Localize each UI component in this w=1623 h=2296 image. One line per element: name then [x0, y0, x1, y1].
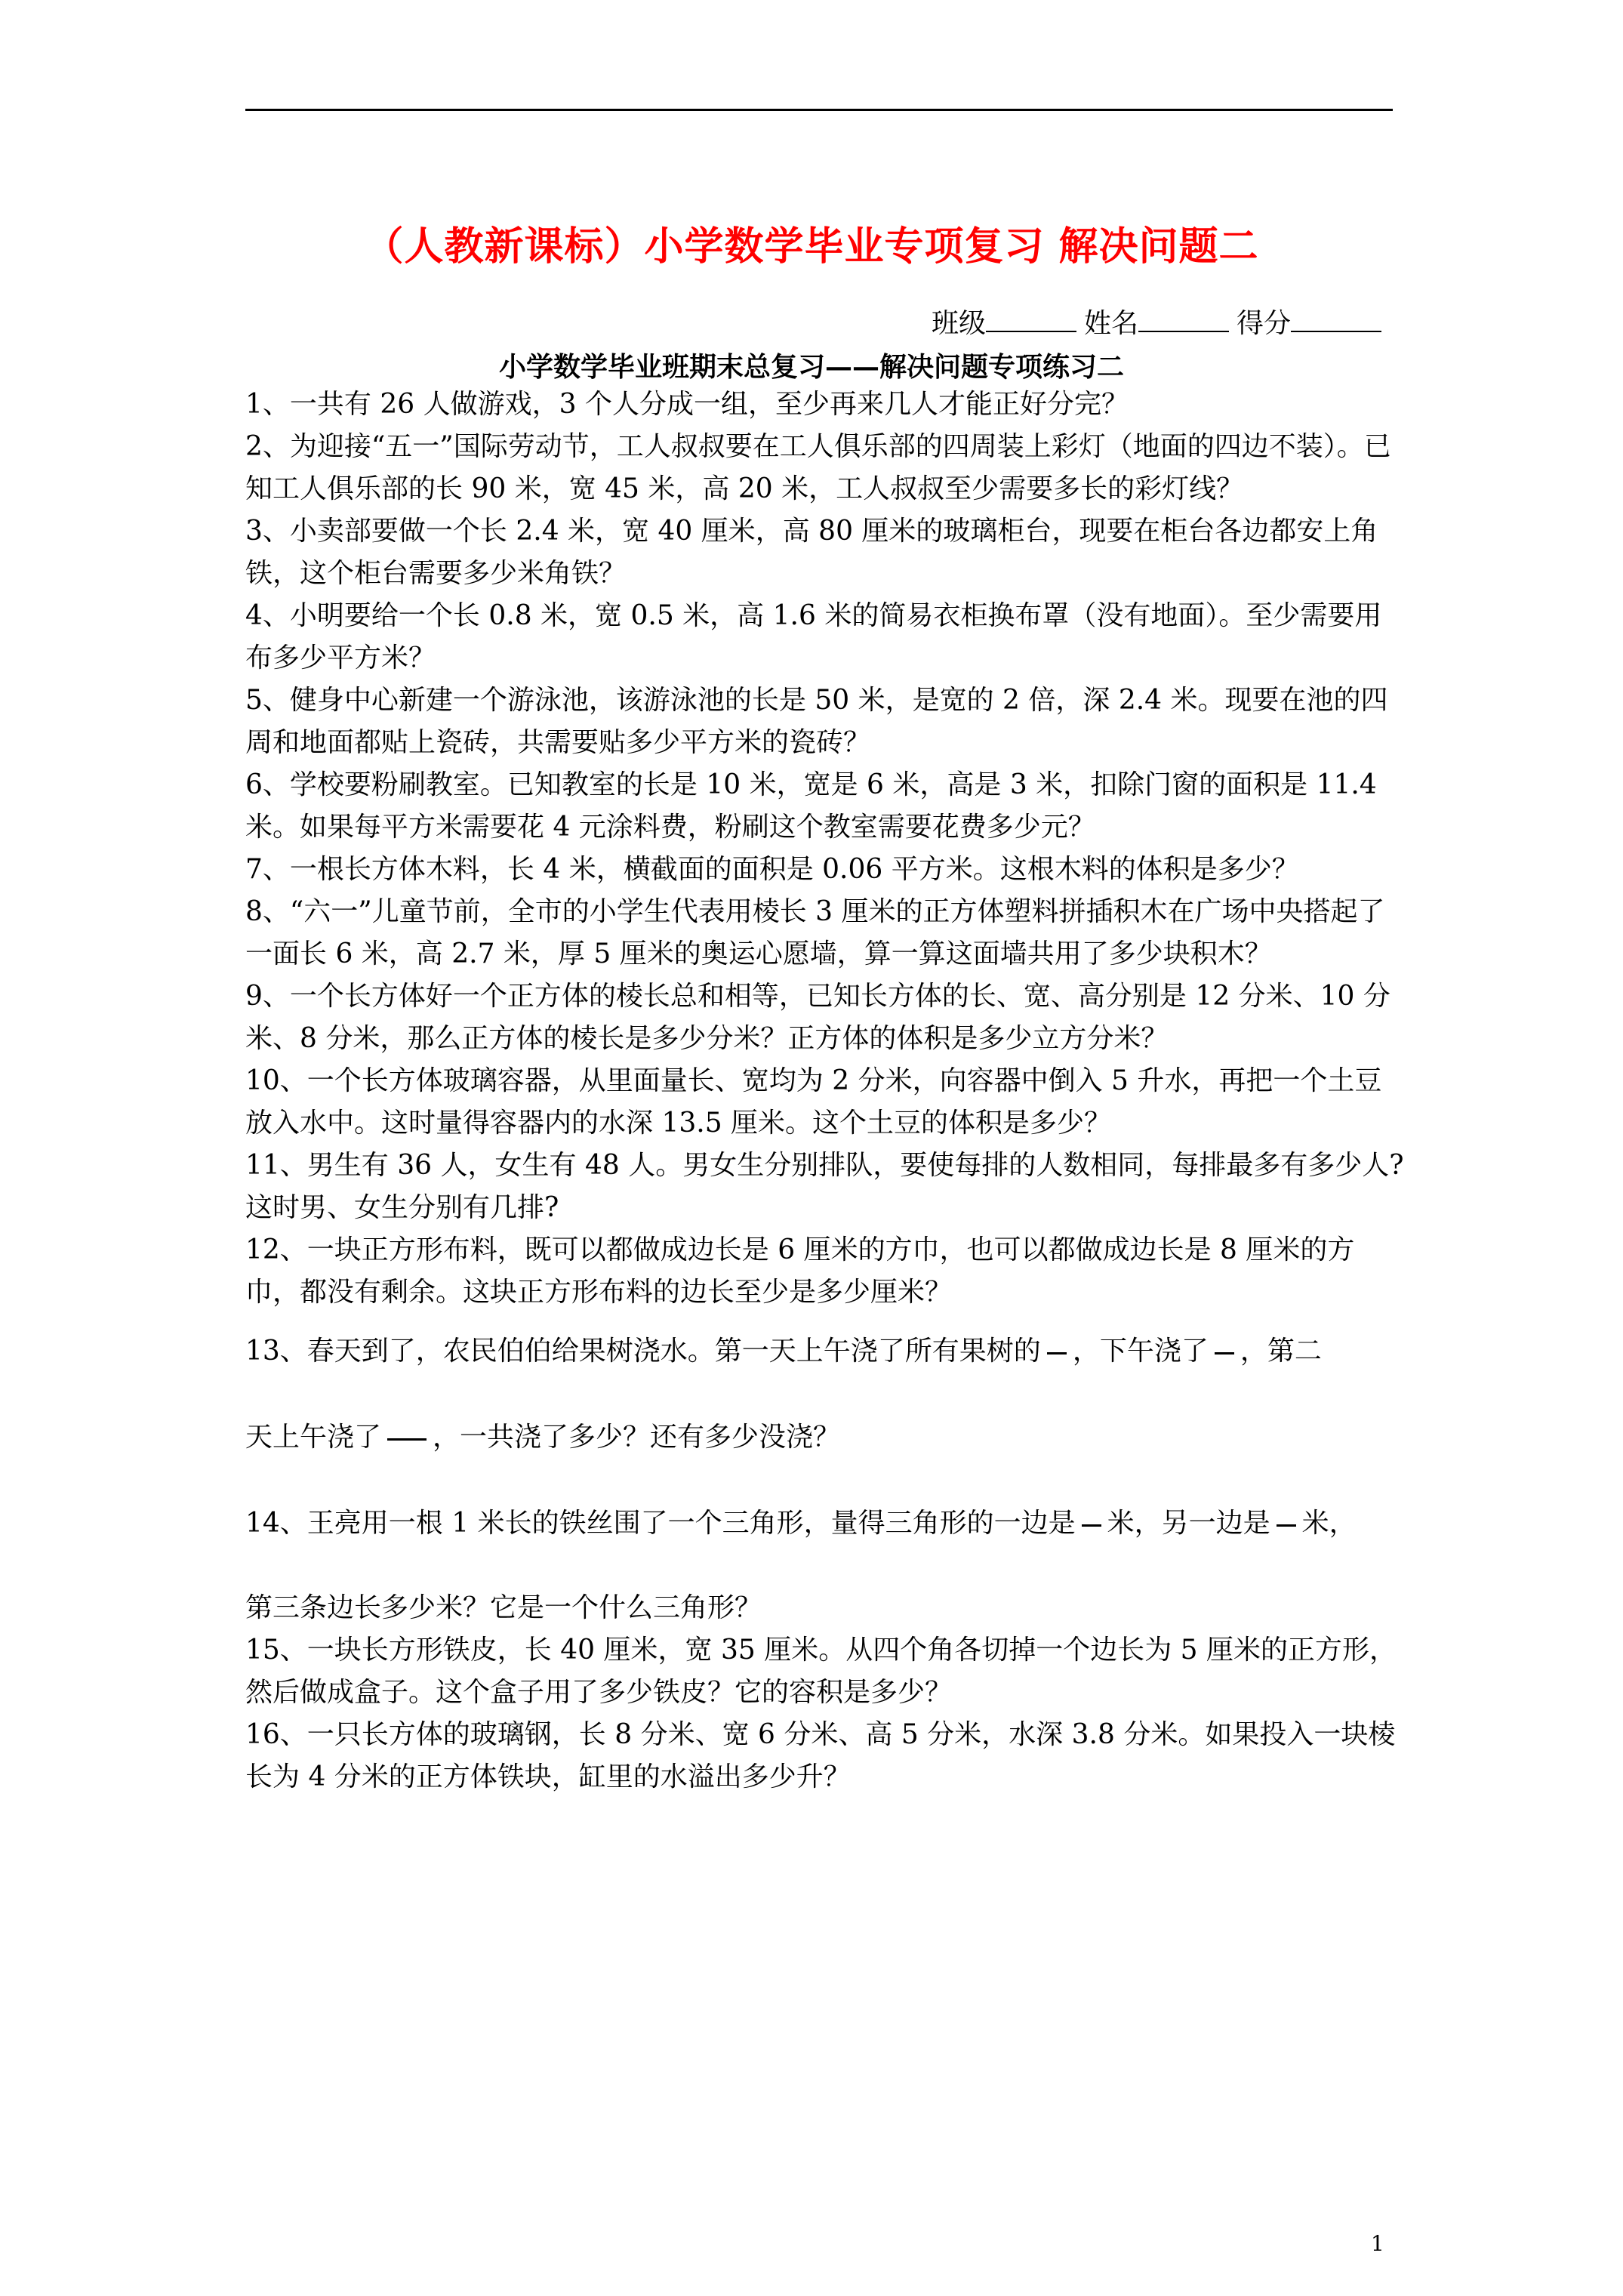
- q14-text-4: 第三条边长多少米？它是一个什么三角形？: [245, 1592, 762, 1623]
- q13-text-2: ，下午浇了: [1072, 1336, 1209, 1367]
- question-item: 8、“六一”儿童节前，全市的小学生代表用棱长 3 厘米的正方体塑料拼插积木在广场中央搭起了一面长 6 米，高 2.7 米，厚 5 厘米的奥运心愿墙，算一算这面墙共用了多少块积木？: [245, 896, 1385, 969]
- q13-text-5: ，一共浇了多少？还有多少没浇？: [433, 1422, 841, 1453]
- header-rule: [245, 109, 1393, 111]
- question-item: 12、一块正方形布料，既可以都做成边长是 6 厘米的方巾，也可以都做成边长是 8 厘米的方巾，都没有剩余。这块正方形布料的边长至少是多少厘米？: [245, 1234, 1355, 1308]
- q13-text-4: 天上午浇了: [245, 1422, 382, 1453]
- question-item: 16、一只长方体的玻璃钢，长 8 分米、宽 6 分米、高 5 分米，水深 3.8 分米。如果投入一块棱长为 4 分米的正方体铁块，缸里的水溢出多少升？: [245, 1719, 1396, 1792]
- question-item: 6、学校要粉刷教室。已知教室的长是 10 米，宽是 6 米，高是 3 米，扣除门窗的面积是 11.4 米。如果每平方米需要花 4 元涂料费，粉刷这个教室需要花费多少元？: [245, 769, 1377, 843]
- question-item: 4、小明要给一个长 0.8 米，宽 0.5 米，高 1.6 米的简易衣柜换布罩（没有地面）。至少需要用布多少平方米？: [245, 600, 1382, 673]
- question-item: 9、一个长方体好一个正方体的棱长总和相等，已知长方体的长、宽、高分别是 12 分米、10 分米、8 分米，那么正方体的棱长是多少分米？正方体的体积是多少立方分米？: [245, 981, 1390, 1054]
- class-blank: [986, 308, 1076, 332]
- q13-text-3: ，第二: [1240, 1336, 1322, 1367]
- question-item: 2、为迎接“五一”国际劳动节，工人叔叔要在工人俱乐部的四周装上彩灯（地面的四边不装）。已知工人俱乐部的长 90 米，宽 45 米，高 20 米，工人叔叔至少需要多长的彩灯线？: [245, 431, 1391, 504]
- name-label: 姓名: [1083, 308, 1138, 339]
- name-blank: [1138, 308, 1229, 332]
- question-item-13: [245, 1330, 1408, 1459]
- question-item: 10、一个长方体玻璃容器，从里面量长、宽均为 2 分米，向容器中倒入 5 升水，再把一个土豆放入水中。这时量得容器内的水深 13.5 厘米。这个土豆的体积是多少？: [245, 1065, 1382, 1139]
- fraction-placeholder: [1215, 1352, 1234, 1354]
- page-title: （人教新课标）小学数学毕业专项复习 解决问题二: [364, 224, 1259, 270]
- question-list: [245, 384, 1408, 1798]
- fraction-placeholder: [1082, 1524, 1101, 1527]
- q13-text-1: 13、春天到了，农民伯伯给果树浇水。第一天上午浇了所有果树的: [245, 1336, 1041, 1367]
- student-info-line: [932, 302, 1389, 341]
- q14-text-3: 米，: [1301, 1508, 1357, 1539]
- question-item: 15、一块长方形铁皮，长 40 厘米，宽 35 厘米。从四个角各切掉一个边长为 5 厘米的正方形，然后做成盒子。这个盒子用了多少铁皮？它的容积是多少？: [245, 1635, 1397, 1708]
- section-subtitle: 小学数学毕业班期末总复习——解决问题专项练习二: [498, 351, 1124, 383]
- fraction-placeholder: [387, 1438, 427, 1441]
- q14-text-1: 14、王亮用一根 1 米长的铁丝围了一个三角形，量得三角形的一边是: [245, 1508, 1076, 1539]
- question-item: 1、一共有 26 人做游戏，3 个人分成一组，至少再来几人才能正好分完？: [245, 389, 1129, 420]
- score-blank: [1291, 308, 1381, 332]
- score-label: 得分: [1236, 308, 1291, 339]
- question-item: 7、一根长方体木料，长 4 米，横截面的面积是 0.06 平方米。这根木料的体积是多少？: [245, 854, 1299, 885]
- page-number: 1: [1371, 2231, 1384, 2256]
- question-item-14: [245, 1502, 1408, 1629]
- question-item: 5、健身中心新建一个游泳池，该游泳池的长是 50 米，是宽的 2 倍，深 2.4 米。现要在池的四周和地面都贴上瓷砖，共需要贴多少平方米的瓷砖？: [245, 685, 1388, 758]
- q14-text-2: 米，另一边是: [1107, 1508, 1270, 1539]
- question-item: 11、男生有 36 人，女生有 48 人。男女生分别排队，要使每排的人数相同，每排最多有多少人?这时男、女生分别有几排?: [245, 1150, 1404, 1223]
- fraction-placeholder: [1277, 1524, 1296, 1527]
- class-label: 班级: [931, 308, 986, 339]
- fraction-placeholder: [1047, 1352, 1067, 1354]
- question-item: 3、小卖部要做一个长 2.4 米，宽 40 厘米，高 80 厘米的玻璃柜台，现要在柜台各边都安上角铁，这个柜台需要多少米角铁？: [245, 516, 1378, 589]
